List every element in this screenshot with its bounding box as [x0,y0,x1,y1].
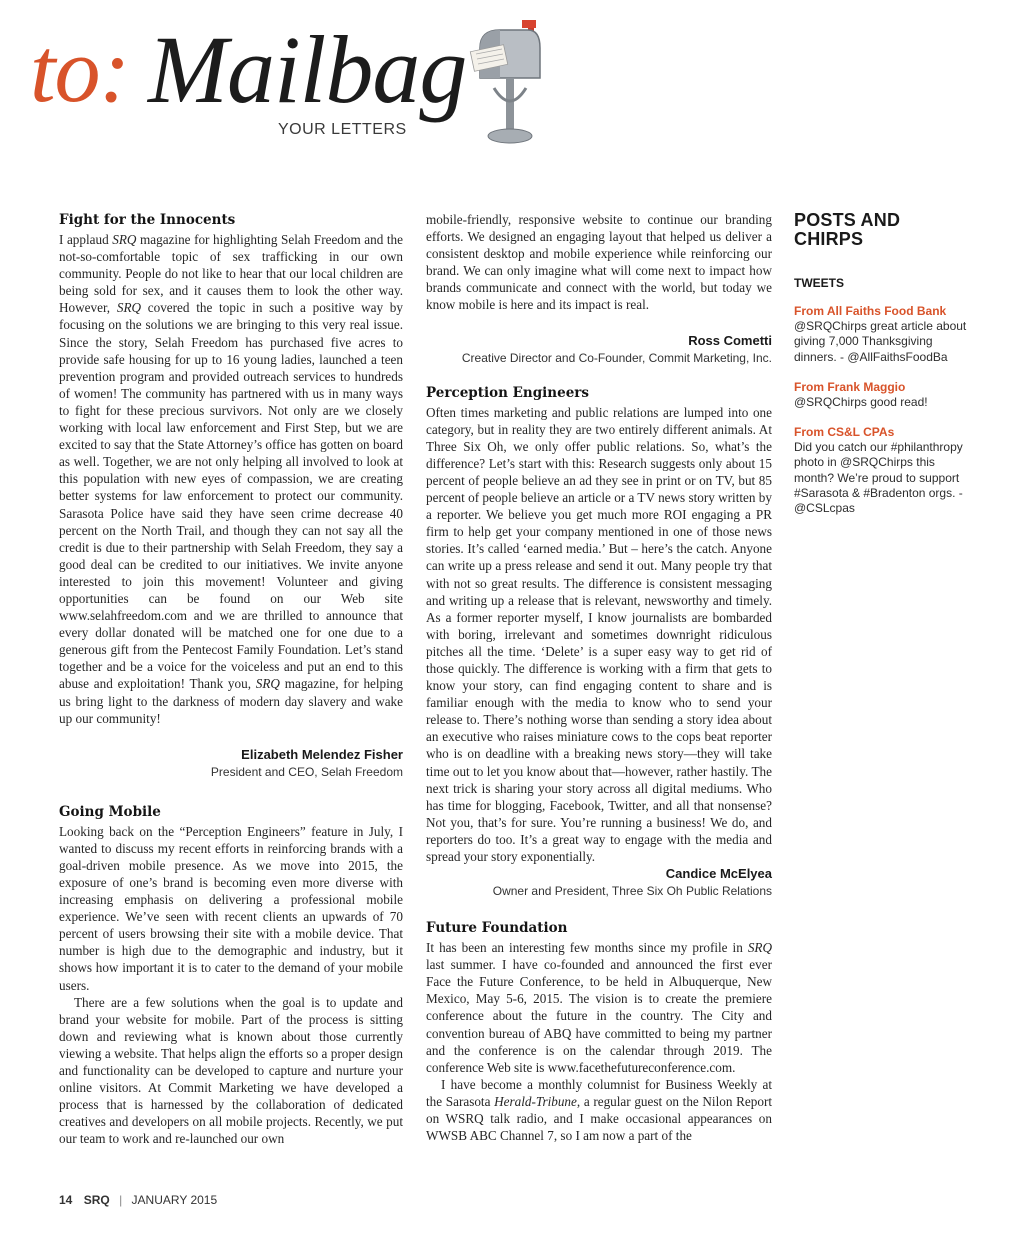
letter-body [59,231,403,727]
tweet-text: @SRQChirps great article about giving 7,000 Thanksgiving dinners. - @AllFaithsFoodBa [794,319,967,364]
tweet-item [794,424,974,516]
letter-paragraph: mobile-friendly, responsive website to continue our branding efforts. We designed an engaging layout that helped us deliver a consistent desktop and mobile experience while reinforcing our brand. We can only imagine what will come next to impact how brands communicate and connect with the world, but today we know mobile is here and its impact is real. [426,212,772,313]
letter-paragraph: It has been an interesting few months since my profile in SRQ last summer. I have co-founded and announced the first ever Face the Future Conference, to be held in Albuquerque, New Mexico, May 5-6, 2015. The vision is to create the premiere conference about the future in the country. The City and convention bureau of ABQ have committed to being my partner and the conference is on the calendar through 2019. The conference Web site is www.facethefutureconference.com. [426,940,772,1075]
letter-future-foundation [426,919,772,1144]
magazine-name: SRQ [83,1193,110,1207]
letter-body [426,404,772,866]
column-left [59,211,403,1148]
letter-paragraph: There are a few solutions when the goal is to update and brand your website for mobile. Part of the process is sitting down and reviewing what is known about those currently viewing a website. That helps align the efforts so a proper design and functionality can be developed to capture and nurture your online visitors. At Commit Marketing we have developed a process that is harnessed by the collaboration of dedicated creatives and developers on all mobile projects. Recently, we put our team to work and re-launched our own [59,994,403,1147]
tweets-label: TWEETS [794,276,844,290]
tweet-author: From Frank Maggio [794,379,906,394]
letter-body [59,823,403,1148]
author-title: Owner and President, Three Six Oh Public Relations [492,884,772,899]
tweet-item [794,303,974,365]
letter-going-mobile-continued [426,211,772,367]
letter-title: Fight for the Innocents [59,212,236,228]
tweet-item [794,379,974,410]
letter-body [426,211,772,314]
letter-paragraph: Often times marketing and public relations are lumped into one category, but in reality they are two entirely different animals. At Three Six Oh, we only offer public relations. So, what’s the difference? Let’s start with this: Research suggests only about 15 percent of people believe an ad they see in print or on TV, but 85 percent of people believe an article or a TV news story written by a reporter. We believe you get much more ROI engaging a PR firm to help get your company mentioned in one of those news stories. It’s called ‘earned media.’ But – here’s the catch. Anyone can write up a press release and send it out. Many people try that with not so great results. The difference is consistent messaging and writing up a release that is relevant, newsworthy and timely. As a former reporter myself, I know journalists are bombarded with boring, irrelevant and sometimes downright ridiculous pitches all the time. ‘Delete’ is a super easy way to get rid of those quickly. The difference is working with a firm that gets to know your story, can find engaging content to share and is familiar enough with the media to know who to send your release to. There’s nothing worse than sending a story idea about an executive who raises miniature cows to the cops beat reporter who is on deadline with a breaking news story—they will take time out to let you know about that—however, rather hastily. The next trick is sharing your story across all digital mediums. Who has time for blogging, Facebook, Twitter, and all that nonsense? Not you, that’s for sure. You’re running a business! We do, and reporters do too. It’s a great way to engage with the media and spread your story exponentially. [426,404,772,864]
mailbox-icon [466,18,546,148]
letter-going-mobile [59,803,403,1148]
letter-paragraph: I applaud SRQ magazine for highlighting Selah Freedom and the not-so-comfortable topic of sex trafficking in our own community. People do not like to hear that our local children are being sold for sex, and it causes them to look the other way. However, SRQ covered the topic in such a positive way by focusing on the solutions we are bringing to this very real issue. Since the story, Selah Freedom has purchased five acres to provide safe housing for up to 16 young ladies, launched a teen prevention program and provided outreach services to hundreds of women! The community has partnered with us in many ways to fight for these precious survivors. Not only are we closely working with local law enforcement and First Step, but we are excited to say that the State Attorney’s office has gotten on board as well. Together, we are not only helping all involved to look at this population with new eyes of compassion, we are creating better systems for law enforcement to protect our community. Sarasota Police have said they have seen crime decrease 40 percent on the North Trail, and though they can not say all the credit is due to their partnership with Selah Freedom, they say a good deal can be credited to our initiatives. We invite anyone interested to join this movement! Volunteer and giving opportunities can be found on our Web site www.selahfreedom.com and we are thrilled to announce that every dollar donated will be matched one for one due to a generous gift from the Pentecost Family Foundation. Let’s stand together and be a voice for the voiceless and put an end to this abuse and exploitation! Thank you, SRQ magazine, for helping us bring light to the darkness of modern day slavery and wake up our community! [59,232,404,726]
tweet-text: Did you catch our #philanthropy photo in @SRQChirps this month? We’re proud to support #Sarasota & #Bradenton orgs. - @CSLcpas [794,440,963,516]
page-number: 14 [59,1193,73,1207]
page-footer [59,1193,217,1207]
letter-body [426,939,772,1144]
masthead-subtitle: YOUR LETTERS [278,121,407,138]
sidebar-heading: POSTS AND CHIRPS [794,210,901,249]
masthead-prefix: to: [30,19,130,121]
footer-separator: | [119,1193,123,1207]
tweet-author: From All Faiths Food Bank [794,304,947,318]
letter-title: Future Foundation [426,920,568,937]
author-name: Ross Cometti [688,332,772,348]
masthead-title: Mailbag [148,16,467,123]
tweet-text: @SRQChirps good read! [794,394,928,409]
author-title: Creative Director and Co-Founder, Commit Marketing, Inc. [461,350,772,365]
letter-paragraph: I have become a monthly columnist for Business Weekly at the Sarasota Herald-Tribune, a regular guest on the Nilon Report on WSRQ talk radio, and I make occasional appearances on WWSB ABC Channel 7, so I am now a part of the [426,1076,772,1144]
letter-paragraph: Looking back on the “Perception Engineers” feature in July, I wanted to discuss my recent efforts in reinforcing brands with a goal-driven mobile presence. As we move into 2015, the exposure of one’s brand is becoming even more diverse with increasing emphasis on delivering a professional mobile experience. We’ve seen with recent clients an upwards of 70 percent of users browsing their site with a mobile device. That number is high due to the demographic and industry, but it shows how important it is to cater to the demand of your mobile users. [59,823,403,993]
tweet-author: From CS&L CPAs [794,425,895,440]
letter-signature [426,865,772,900]
letter-signature [59,746,403,781]
issue-date: JANUARY 2015 [131,1193,218,1207]
author-name: Elizabeth Melendez Fisher [241,746,403,762]
author-name: Candice McElyea [665,866,772,882]
sidebar-posts-and-chirps [794,211,974,531]
letter-perception-engineers [426,384,772,901]
letter-signature [426,332,772,367]
letter-fight-for-the-innocents [59,211,403,781]
letter-title: Going Mobile [59,803,161,820]
letter-title: Perception Engineers [426,384,590,401]
author-title: President and CEO, Selah Freedom [210,764,403,779]
masthead [0,0,1024,150]
column-middle [426,211,772,1144]
